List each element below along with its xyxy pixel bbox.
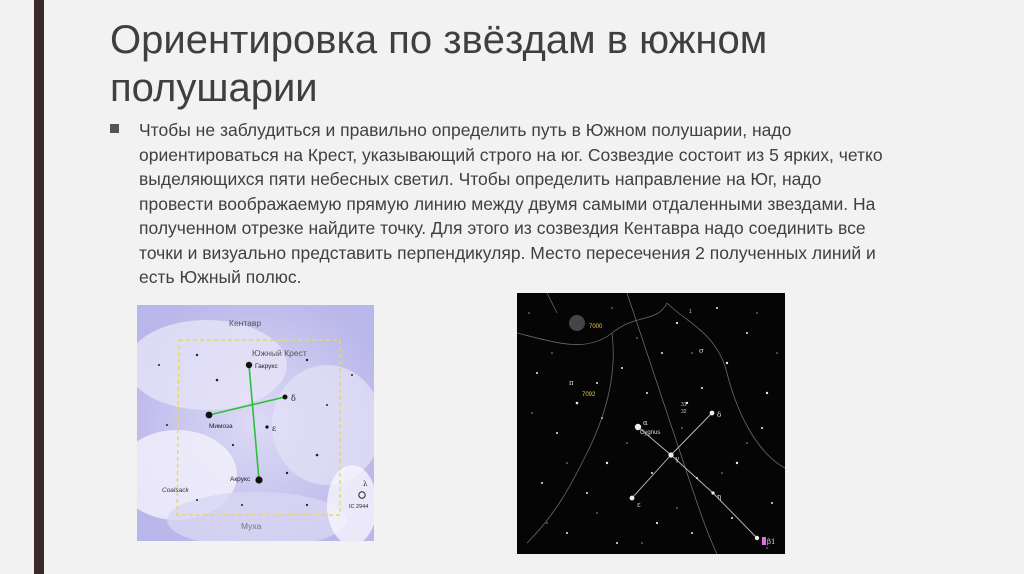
label-musca: Муха — [241, 521, 262, 531]
label-1: 1 — [689, 309, 692, 315]
label-delta-cyg: δ — [717, 411, 722, 419]
star-gacrux — [246, 362, 252, 368]
label-7092: 7092 — [582, 392, 596, 398]
label-centaurus: Кентавр — [229, 318, 262, 328]
label-epsilon: ε — [272, 424, 277, 433]
label-cygnus: Cygnus — [640, 430, 661, 436]
label-7000: 7000 — [589, 324, 603, 330]
label-pi: π — [569, 379, 574, 387]
label-beta1: β1 — [767, 538, 776, 546]
label-gamma: γ — [675, 455, 680, 463]
label-acrux: Акрукс — [230, 476, 251, 483]
star-acrux — [255, 476, 262, 483]
star-epsilon-cyg — [630, 496, 635, 501]
star-beta-cyg — [755, 536, 759, 540]
label-lambda: λ — [363, 480, 368, 488]
slide-accent-bar — [34, 0, 44, 574]
label-delta: δ — [291, 394, 296, 403]
star-sadr — [668, 452, 673, 457]
star-epsilon — [265, 425, 268, 428]
southern-cross-chart — [137, 305, 374, 541]
label-32: 32 — [681, 409, 687, 415]
label-mimosa: Мимоза — [209, 423, 233, 430]
slide-title: Ориентировка по звёздам в южном полушарии — [110, 18, 768, 110]
star-mimosa — [206, 412, 213, 419]
cygnus-star-chart — [517, 293, 785, 554]
label-ic2944: IC 2944 — [349, 504, 369, 510]
label-crux: Южный Крест — [252, 348, 307, 358]
square-bullet-icon — [110, 124, 119, 133]
label-sigma: σ — [699, 347, 704, 355]
label-31: 31 — [681, 402, 687, 408]
star-delta — [283, 395, 288, 400]
label-epsilon-cyg: ε — [637, 501, 641, 509]
label-gacrux: Гакрукс — [255, 363, 278, 370]
label-eta: η — [717, 493, 722, 501]
star-delta-cyg — [710, 411, 715, 416]
bullet-text: Чтобы не заблудиться и правильно определить путь в Южном полушарии, надо ориентироваться на Крест, указывающий строго на юг. Созвездие состоит из 5 ярких, четко выделяющихся пяти небесных светил. Чтобы определить направление на Юг, надо провести воображаемую прямую линию между двумя самыми отдаленными звездами. На полученном отрезке найдите точку. Для этого из созвездия Кентавра надо соединить все точки и визуально представить перпендикуляр. Место пересечения 2 полученных линий и есть Южный полюс. — [139, 120, 883, 287]
label-alpha: α — [643, 419, 648, 427]
label-coalsack: Coalsack — [162, 487, 189, 494]
